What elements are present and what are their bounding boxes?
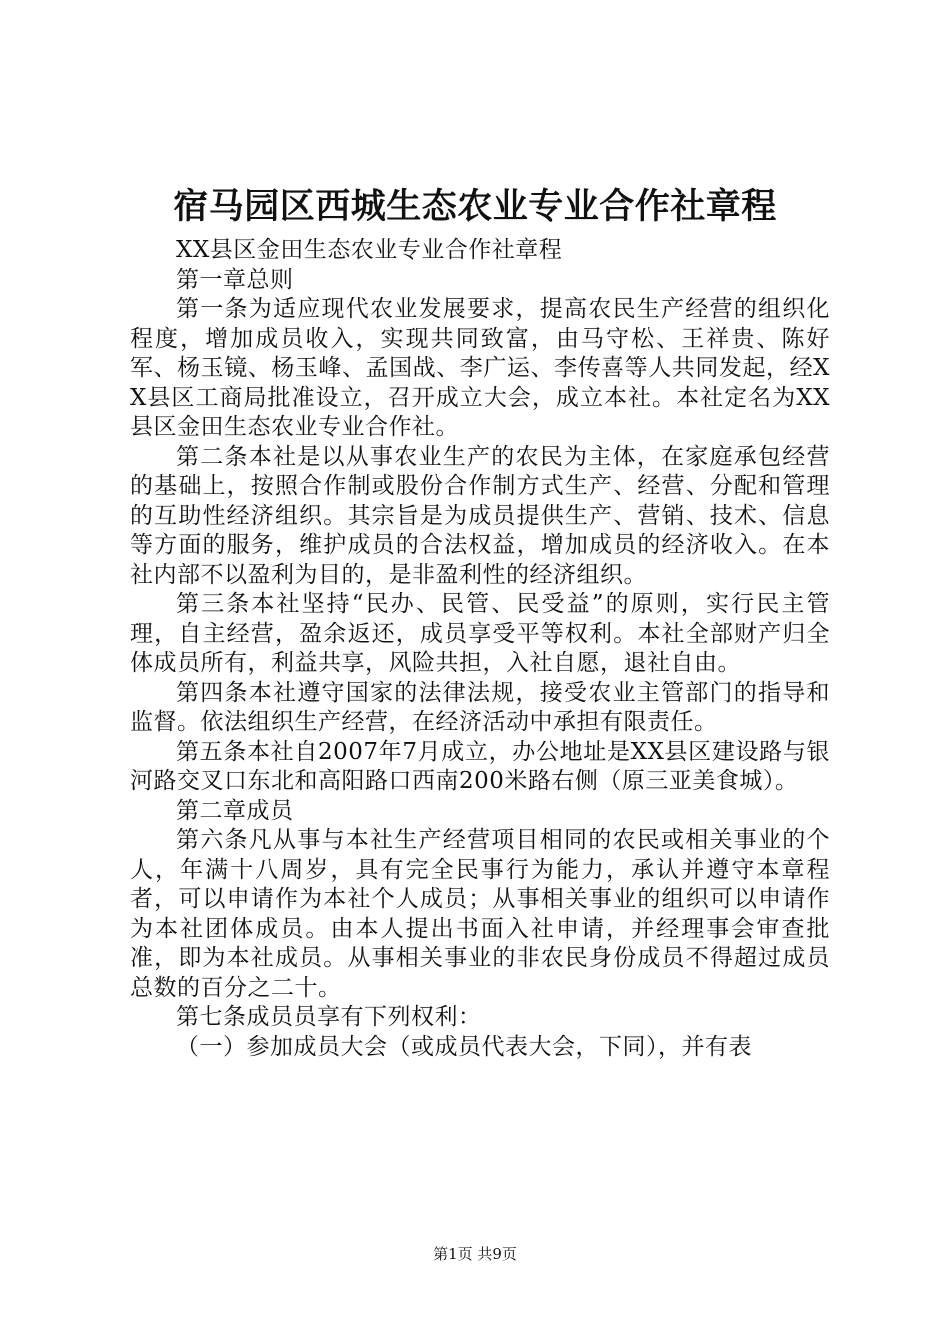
page-footer: 第1页 共9页 [433, 1245, 517, 1263]
article-paragraph: 第七条成员员享有下列权利： [176, 1004, 482, 1030]
article-paragraph: 第四条本社遵守国家的法律法规，接受农业主管部门的指导和监督。依法组织生产经营，在经济活动中承担有限责任。 [130, 679, 830, 735]
chapter-heading: 第一章总则 [176, 266, 294, 293]
subtitle-paragraph: XX县区金田生态农业专业合作社章程 [176, 237, 563, 263]
article-paragraph: 第二条本社是以从事农业生产的农民为主体，在家庭承包经营的基础上，按照合作制或股份合作制方式生产、经营、分配和管理的互助性经济组织。其宗旨是为成员提供生产、营销、技术、信息等方面的服务，维护成员的合法权益，增加成员的经济收入。在本社内部不以盈利为目的，是非盈利性的经济组织。 [130, 443, 830, 588]
article-paragraph: 第六条凡从事与本社生产经营项目相同的农民或相关事业的个人，年满十八周岁，具有完全民事行为能力，承认并遵守本章程者，可以申请作为本社个人成员；从事相关事业的组织可以申请作为本社团体成员。由本人提出书面入社申请，并经理事会审查批准，即为本社成员。从事相关事业的非农民身份成员不得超过成员总数的百分之二十。 [130, 827, 830, 1001]
document-title: 宿马园区西城生态农业专业合作社章程 [173, 186, 777, 227]
list-item-paragraph: （一）参加成员大会（或成员代表大会，下同），并有表 [176, 1033, 752, 1060]
document-body [130, 236, 830, 1062]
chapter-heading: 第二章成员 [176, 797, 294, 824]
article-paragraph: 第五条本社自2007年7月成立，办公地址是XX县区建设路与银河路交叉口东北和高阳路口西南200米路右侧（原三亚美食城）。 [130, 738, 830, 794]
article-paragraph: 第一条为适应现代农业发展要求，提高农民生产经营的组织化程度，增加成员收入，实现共同致富，由马守松、王祥贵、陈好军、杨玉镜、杨玉峰、孟国战、李广运、李传喜等人共同发起，经XX县区工商局批准设立，召开成立大会，成立本社。本社定名为XX县区金田生态农业专业合作社。 [130, 296, 830, 440]
article-paragraph: 第三条本社坚持“民办、民管、民受益”的原则，实行民主管理，自主经营，盈余返还，成员享受平等权利。本社全部财产归全体成员所有，利益共享，风险共担，入社自愿，退社自由。 [130, 591, 830, 676]
